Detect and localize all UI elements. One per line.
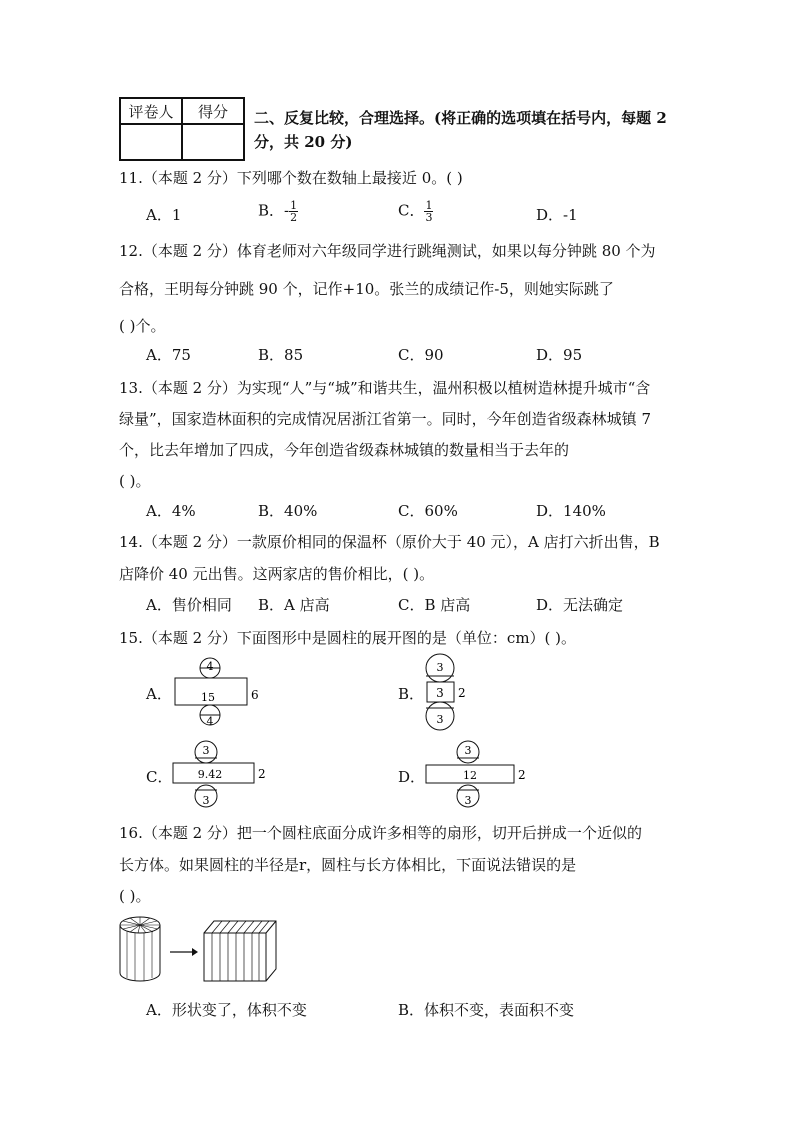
q13-line-4: ( )。 xyxy=(119,472,151,490)
fraction-numerator: 1 xyxy=(425,199,433,212)
q13-option-d: D．140% xyxy=(536,502,606,520)
q16-option-a: A．形状变了，体积不变 xyxy=(146,1001,307,1019)
q12-line-2: 合格，王明每分钟跳 90 个，记作+10。张兰的成绩记作-5，则她实际跳了 xyxy=(119,280,614,298)
q16-line-2: 长方体。如果圆柱的半径是r，圆柱与长方体相比，下面说法错误的是 xyxy=(119,856,577,874)
q15-stem: 15.（本题 2 分）下面图形中是圆柱的展开图的是（单位：cm）( )。 xyxy=(119,629,577,647)
q15-option-b-label: B． xyxy=(398,685,425,703)
rect-width-label: 6 xyxy=(251,688,259,702)
q16-line-1: 16.（本题 2 分）把一个圆柱底面分成许多相等的扇形，切开后拼成一个近似的 xyxy=(119,824,642,842)
grade-table xyxy=(119,97,245,161)
fraction-denominator: 2 xyxy=(290,211,298,224)
cuboid-icon xyxy=(204,921,276,981)
rect-length-label: 3 xyxy=(436,686,444,700)
bottom-circle-label: 4 xyxy=(206,715,214,728)
q14-line-2: 店降价 40 元出售。这两家店的售价相比，( )。 xyxy=(119,565,435,583)
reviewer-cell xyxy=(120,124,182,160)
top-circle-label: 4 xyxy=(206,660,214,673)
q14-line-1: 14.（本题 2 分）一款原价相同的保温杯（原价大于 40 元），A 店打六折出售，B xyxy=(119,533,660,551)
q13-line-2: 绿量”，国家造林面积的完成情况居浙江省第一。同时，今年创造省级森林城镇 7 xyxy=(119,410,651,428)
q12-line-3: ( )个。 xyxy=(119,317,166,335)
rect-width-label: 2 xyxy=(258,767,266,781)
top-circle-label: 3 xyxy=(202,744,210,757)
q13-line-1: 13.（本题 2 分）为实现“人”与“城”和谐共生，温州积极以植树造林提升城市“含 xyxy=(119,379,651,397)
rect-length-label: 9.42 xyxy=(197,768,223,781)
score-label: 得分 xyxy=(182,98,244,124)
q11-option-a: A．1 xyxy=(146,206,182,224)
q13-option-c: C．60% xyxy=(398,502,458,520)
q14-option-a: A．售价相同 xyxy=(146,596,232,614)
bottom-circle-label: 3 xyxy=(464,794,472,807)
cylinder-icon xyxy=(120,917,160,981)
reviewer-label: 评卷人 xyxy=(120,98,182,124)
q15-option-c-label: C． xyxy=(146,768,173,786)
q16-line-3: ( )。 xyxy=(119,887,151,905)
bottom-circle-label: 3 xyxy=(202,794,210,807)
q13-option-a: A．4% xyxy=(146,502,196,520)
q12-option-a: A．75 xyxy=(146,346,191,364)
q15-option-b-net xyxy=(418,653,478,733)
right-arrow-icon xyxy=(170,948,198,956)
q11-option-b xyxy=(258,200,298,223)
q16-option-b: B．体积不变，表面积不变 xyxy=(398,1001,575,1019)
rect-width-label: 2 xyxy=(518,768,526,782)
q11-stem: 11.（本题 2 分）下列哪个数在数轴上最接近 0。( ) xyxy=(119,169,463,187)
q12-option-b: B．85 xyxy=(258,346,304,364)
q15-option-c-net xyxy=(170,740,280,812)
q12-option-c: C．90 xyxy=(398,346,444,364)
rect-width-label: 2 xyxy=(458,686,466,700)
q14-option-b: B．A 店高 xyxy=(258,596,330,614)
q11-option-b-prefix: B．- xyxy=(258,201,290,220)
q15-option-a-label: A． xyxy=(146,685,172,703)
section-title: 二、反复比较，合理选择。(将正确的选项填在括号内，每题 2 分，共 20 分) xyxy=(254,109,667,151)
q14-option-d: D．无法确定 xyxy=(536,596,624,614)
q11-option-d: D．-1 xyxy=(536,206,578,224)
top-circle-label: 3 xyxy=(464,744,472,757)
q12-line-1: 12.（本题 2 分）体育老师对六年级同学进行跳绳测试，如果以每分钟跳 80 个为 xyxy=(119,242,656,260)
q13-line-3: 个，比去年增加了四成，今年创造省级森林城镇的数量相当于去年的 xyxy=(119,441,570,459)
q12-option-d: D．95 xyxy=(536,346,583,364)
q15-option-a-net xyxy=(170,656,270,728)
q15-option-d-net xyxy=(422,740,532,812)
rect-length-label: 15 xyxy=(201,691,215,704)
q11-option-c xyxy=(398,200,433,223)
q11-option-c-fraction xyxy=(424,200,433,223)
top-circle-label: 3 xyxy=(436,661,444,674)
q14-option-c: C．B 店高 xyxy=(398,596,471,614)
q11-option-c-prefix: C． xyxy=(398,201,425,220)
fraction-numerator: 1 xyxy=(290,199,298,212)
q13-option-b: B．40% xyxy=(258,502,318,520)
cylinder-to-cuboid-figure xyxy=(118,915,288,987)
score-cell xyxy=(182,124,244,160)
q15-option-d-label: D． xyxy=(398,768,426,786)
fraction-denominator: 3 xyxy=(425,211,433,224)
q11-option-b-fraction xyxy=(289,200,298,223)
bottom-circle-label: 3 xyxy=(436,713,444,726)
rect-length-label: 12 xyxy=(463,769,477,782)
